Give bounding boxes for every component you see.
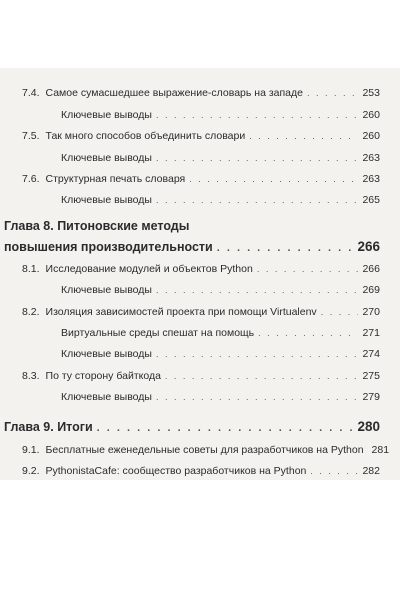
page-number: 282 [362,465,380,477]
dot-leader [165,371,359,381]
chapter-title: Глава 8. Питоновские методы [4,219,190,233]
section-number: 9.2. [22,465,40,477]
subsection-title: Ключевые выводы [61,284,152,296]
dot-leader [97,422,354,434]
page-number: 253 [362,87,380,99]
dot-leader [156,285,359,295]
dot-leader [156,392,359,402]
dot-leader [258,328,358,338]
page-number: 269 [362,284,380,296]
chapter-title-continued: повышения производительности [4,240,213,254]
section-number: 9.1. [22,444,40,456]
chapter-8-heading-line2 [4,239,380,254]
page-number: 270 [362,306,380,318]
chapter-title: Глава 9. Итоги [4,420,93,434]
chapter-8-heading-line1 [4,219,380,233]
toc-subentry [61,348,380,360]
dot-leader [307,88,358,98]
page-number: 263 [362,152,380,164]
dot-leader [321,307,359,317]
dot-leader [156,153,359,163]
toc-subentry [61,284,380,296]
page-number: 266 [362,263,380,275]
toc-subentry [61,152,380,164]
page-number: 271 [362,327,380,339]
toc-entry-7-4 [22,87,380,99]
toc-entry-8-1 [22,263,380,275]
section-number: 7.6. [22,173,40,185]
dot-leader [156,195,359,205]
section-number: 8.3. [22,370,40,382]
subsection-title: Ключевые выводы [61,391,152,403]
toc-entry-8-3 [22,370,380,382]
page-number: 263 [362,173,380,185]
dot-leader [257,264,359,274]
page-number: 274 [362,348,380,360]
page-number: 266 [357,239,380,254]
section-title: Изоляция зависимостей проекта при помощи Virtualenv [45,306,317,318]
dot-leader [217,242,354,254]
subsection-title: Виртуальные среды спешат на помощь [61,327,255,339]
chapter-9-heading [4,419,380,434]
page-number: 265 [362,194,380,206]
section-title: Самое сумасшедшее выражение-словарь на западе [45,87,303,99]
page-number: 281 [371,444,390,456]
section-title: Исследование модулей и объектов Python [45,263,253,275]
section-number: 8.1. [22,263,40,275]
dot-leader [156,110,359,120]
toc-subentry [61,109,380,121]
page-number: 260 [362,109,380,121]
subsection-title: Ключевые выводы [61,109,152,121]
page-number: 280 [357,419,380,434]
section-title: По ту сторону байткода [45,370,161,382]
toc-subentry [61,194,380,206]
dot-leader [310,466,358,476]
section-number: 7.4. [22,87,40,99]
subsection-title: Ключевые выводы [61,348,152,360]
page-number: 260 [362,130,380,142]
section-title: Структурная печать словаря [45,173,186,185]
toc-entry-7-6 [22,173,380,185]
toc-subentry [61,391,380,403]
page-number: 275 [362,370,380,382]
page-number: 279 [362,391,380,403]
subsection-title: Ключевые выводы [61,194,152,206]
section-number: 7.5. [22,130,40,142]
dot-leader [189,174,358,184]
section-number: 8.2. [22,306,40,318]
section-title: Бесплатные еженедельные советы для разработчиков на Python [45,444,364,456]
book-page [0,68,400,480]
section-title: PythonistaCafe: сообщество разработчиков на Python [45,465,307,477]
dot-leader [156,349,359,359]
toc-entry-7-5 [22,130,380,142]
toc-subentry [61,327,380,339]
toc-entry-9-2 [22,465,380,477]
subsection-title: Ключевые выводы [61,152,152,164]
section-title: Так много способов объединить словари [45,130,246,142]
toc-entry-8-2 [22,306,380,318]
toc-entry-9-1 [22,444,390,456]
dot-leader [249,131,358,141]
